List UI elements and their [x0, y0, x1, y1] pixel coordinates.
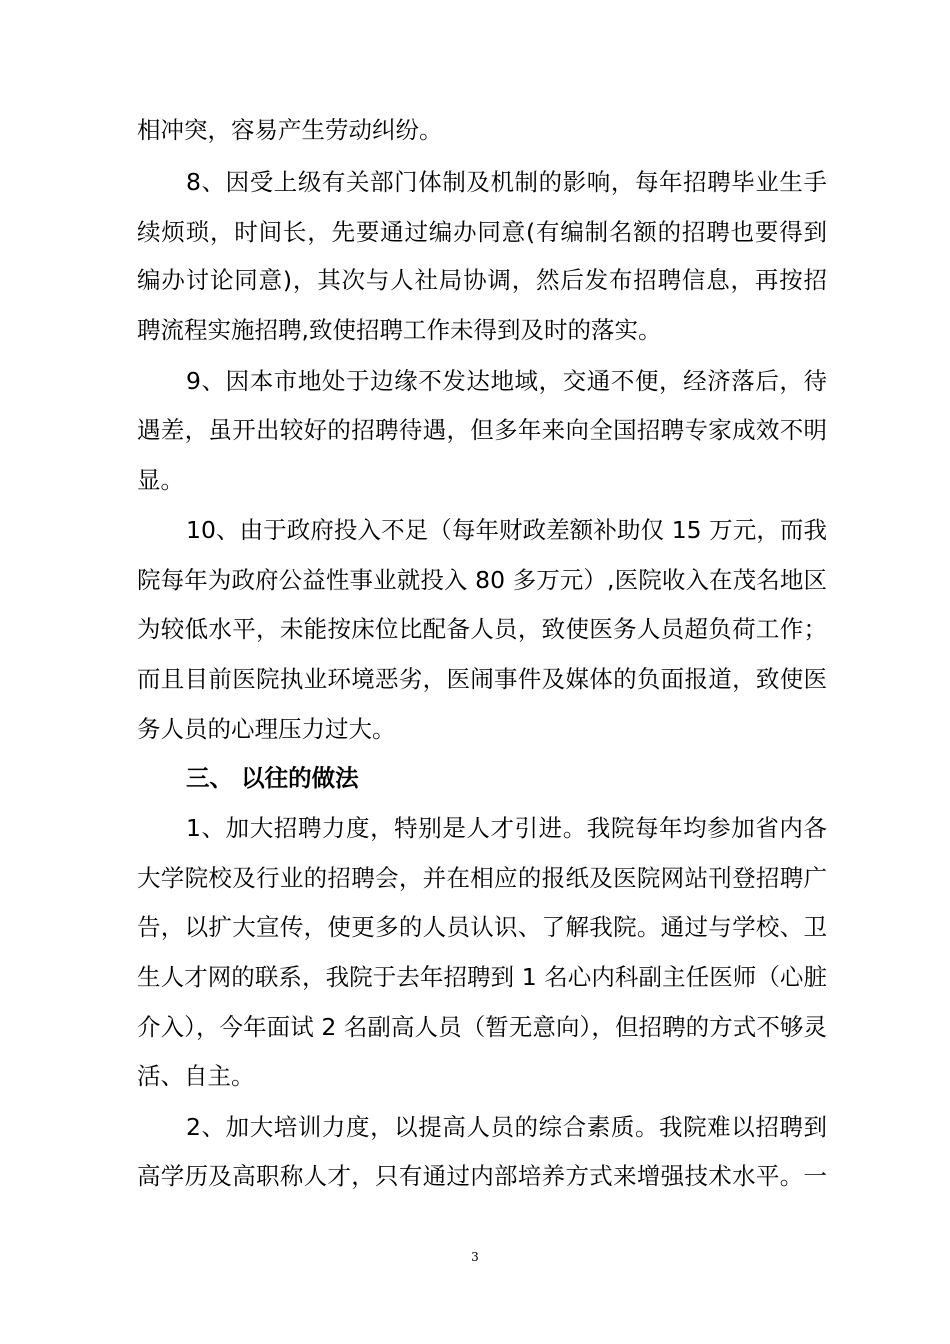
- paragraph-item-9-line: 9、因本市地处于边缘不发达地域，交通不便，经济落后，待: [186, 367, 827, 395]
- section-item-1-line: 大学院校及行业的招聘会，并在相应的报纸及医院网站刊登招聘广: [137, 864, 827, 892]
- paragraph-item-9-line: 遇差，虽开出较好的招聘待遇，但多年来向全国招聘专家成效不明: [137, 416, 827, 444]
- section-item-2-line: 高学历及高职称人才，只有通过内部培养方式来增强技术水平。一: [137, 1162, 827, 1190]
- paragraph-item-10-line: 而且目前医院执业环境恶劣，医闹事件及媒体的负面报道，致使医: [137, 665, 827, 693]
- paragraph-item-10-line: 10、由于政府投入不足（每年财政差额补助仅 15 万元，而我: [186, 516, 827, 544]
- paragraph-item-10-line: 为较低水平，未能按床位比配备人员，致使医务人员超负荷工作；: [137, 615, 827, 643]
- paragraph-item-8-line: 聘流程实施招聘,致使招聘工作未得到及时的落实。: [137, 316, 662, 344]
- paragraph-item-8-line: 编办讨论同意)，其次与人社局协调，然后发布招聘信息，再按招: [137, 266, 827, 294]
- section-item-1-line: 活、自主。: [137, 1062, 255, 1090]
- paragraph-item-8-line: 8、因受上级有关部门体制及机制的影响，每年招聘毕业生手: [186, 168, 827, 196]
- paragraph-continuation-line: 相冲突，容易产生劳动纠纷。: [137, 116, 443, 144]
- section-item-1-line: 告，以扩大宣传，使更多的人员认识、了解我院。通过与学校、卫: [137, 913, 827, 941]
- section-item-1-line: 生人才网的联系，我院于去年招聘到 1 名心内科副主任医师（心脏: [137, 963, 827, 991]
- paragraph-item-10-line: 务人员的心理压力过大。: [137, 715, 396, 743]
- section-item-1-line: 介入），今年面试 2 名副高人员（暂无意向），但招聘的方式不够灵: [137, 1013, 827, 1041]
- section-heading: 三、 以往的做法: [186, 764, 359, 792]
- paragraph-item-10-line: 院每年为政府公益性事业就投入 80 多万元）,医院收入在茂名地区: [137, 566, 827, 594]
- page-number: 3: [471, 1250, 479, 1264]
- section-item-1-line: 1、加大招聘力度，特别是人才引进。我院每年均参加省内各: [186, 814, 827, 842]
- section-item-2-line: 2、加大培训力度，以提高人员的综合素质。我院难以招聘到: [186, 1113, 827, 1141]
- paragraph-item-9-line: 显。: [137, 466, 184, 494]
- paragraph-item-8-line: 续烦琐，时间长，先要通过编办同意(有编制名额的招聘也要得到: [137, 218, 827, 246]
